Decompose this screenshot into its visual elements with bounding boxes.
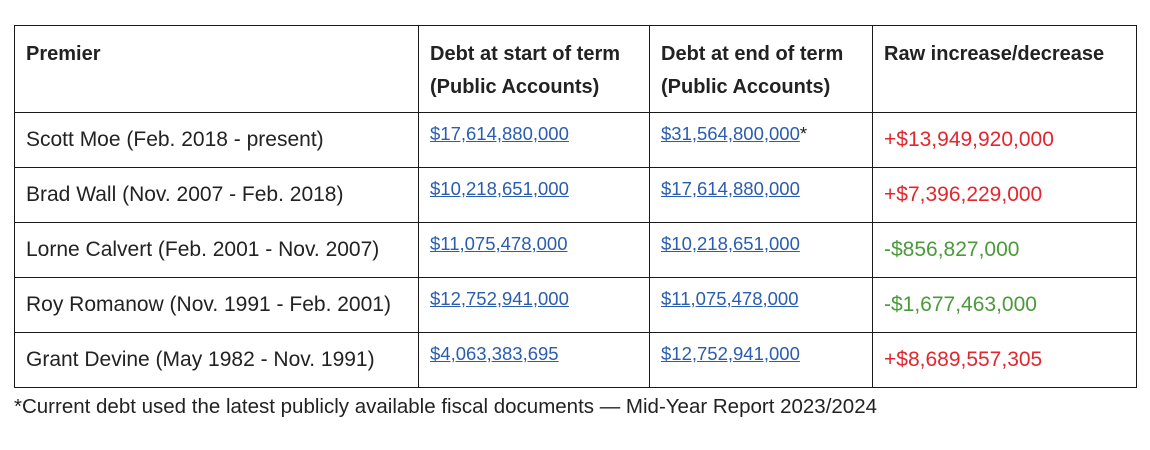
table-header-row xyxy=(15,26,1137,113)
change-cell: +$8,689,557,305 xyxy=(873,333,1137,388)
debt-end-link[interactable]: $31,564,800,000 xyxy=(661,123,800,144)
header-debt-start xyxy=(419,26,650,113)
debt-start-cell xyxy=(419,113,650,168)
header-change-label: Raw increase/decrease xyxy=(884,43,1105,65)
header-debt-start-line2: (Public Accounts) xyxy=(430,76,600,98)
debt-start-cell xyxy=(419,168,650,223)
header-premier xyxy=(15,26,419,113)
header-debt-start-line1: Debt at start of term xyxy=(430,43,621,65)
change-cell: +$13,949,920,000 xyxy=(873,113,1137,168)
table-row xyxy=(15,113,1137,168)
premier-cell: Roy Romanow (Nov. 1991 - Feb. 2001) xyxy=(15,278,419,333)
header-debt-end-line1: Debt at end of term xyxy=(661,43,844,65)
premier-cell: Brad Wall (Nov. 2007 - Feb. 2018) xyxy=(15,168,419,223)
debt-start-link[interactable]: $4,063,383,695 xyxy=(430,343,559,364)
table-row xyxy=(15,223,1137,278)
header-premier-label: Premier xyxy=(26,43,101,65)
change-cell: -$1,677,463,000 xyxy=(873,278,1137,333)
debt-end-link[interactable]: $17,614,880,000 xyxy=(661,178,800,199)
footnote: *Current debt used the latest publicly available fiscal documents — Mid-Year Report 2023/2024 xyxy=(14,395,878,418)
debt-end-cell xyxy=(650,278,873,333)
premier-cell: Lorne Calvert (Feb. 2001 - Nov. 2007) xyxy=(15,223,419,278)
debt-table xyxy=(14,25,1137,388)
debt-end-link[interactable]: $11,075,478,000 xyxy=(661,288,799,309)
premier-cell: Grant Devine (May 1982 - Nov. 1991) xyxy=(15,333,419,388)
debt-end-cell xyxy=(650,168,873,223)
change-cell: -$856,827,000 xyxy=(873,223,1137,278)
table-row xyxy=(15,168,1137,223)
header-change xyxy=(873,26,1137,113)
premier-cell: Scott Moe (Feb. 2018 - present) xyxy=(15,113,419,168)
debt-start-cell xyxy=(419,333,650,388)
debt-start-link[interactable]: $17,614,880,000 xyxy=(430,123,569,144)
debt-start-cell xyxy=(419,223,650,278)
debt-start-link[interactable]: $11,075,478,000 xyxy=(430,233,568,254)
debt-start-link[interactable]: $12,752,941,000 xyxy=(430,288,569,309)
debt-end-link[interactable]: $12,752,941,000 xyxy=(661,343,800,364)
header-debt-end-line2: (Public Accounts) xyxy=(661,76,831,98)
debt-end-cell xyxy=(650,223,873,278)
debt-end-cell xyxy=(650,333,873,388)
debt-end-cell xyxy=(650,113,873,168)
debt-start-cell xyxy=(419,278,650,333)
header-debt-end xyxy=(650,26,873,113)
debt-table-container xyxy=(14,25,1137,388)
table-row xyxy=(15,333,1137,388)
table-row xyxy=(15,278,1137,333)
footnote-marker: * xyxy=(799,123,808,144)
change-cell: +$7,396,229,000 xyxy=(873,168,1137,223)
debt-end-link[interactable]: $10,218,651,000 xyxy=(661,233,800,254)
debt-start-link[interactable]: $10,218,651,000 xyxy=(430,178,569,199)
